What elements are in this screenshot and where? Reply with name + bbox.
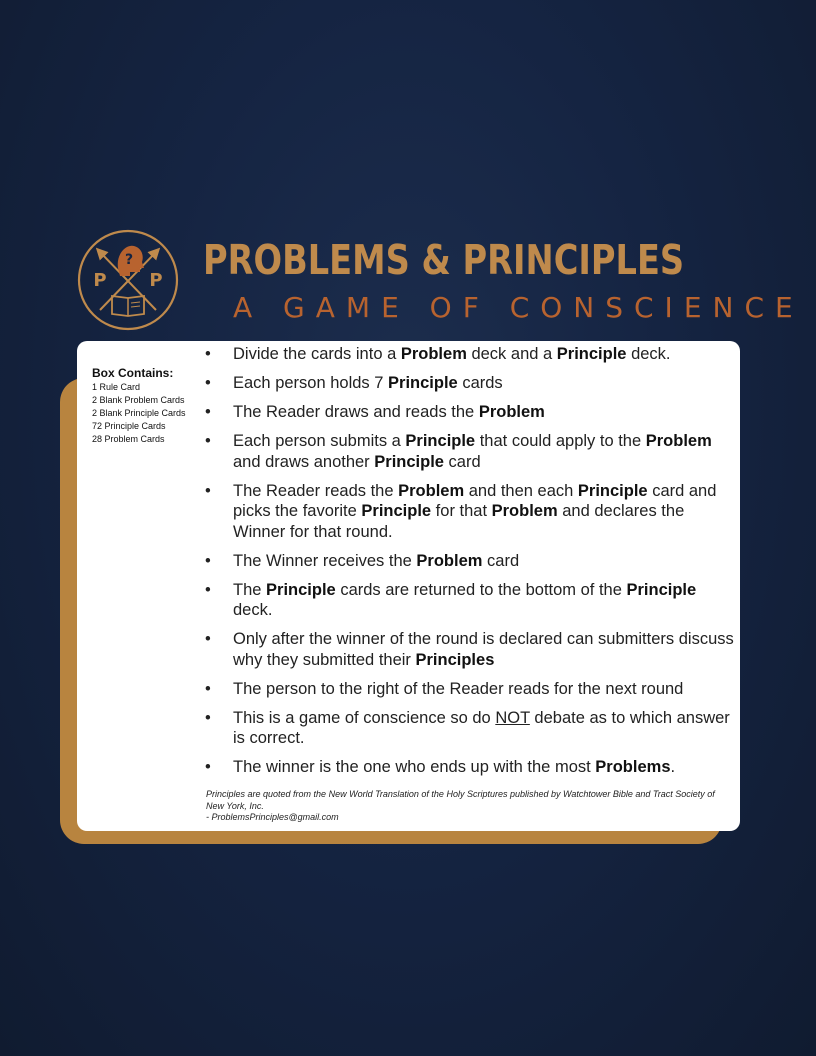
rule-text: This is a game of conscience so do	[233, 708, 496, 727]
rule-text: that could apply to the	[475, 432, 646, 450]
bullet-icon: •	[205, 374, 211, 392]
rule-text: and declares the Winner for that round.	[233, 502, 685, 541]
footnote	[206, 789, 726, 824]
rule-keyword: Principle	[388, 374, 458, 392]
rule-text: card and picks the favorite	[233, 481, 717, 520]
bullet-icon: •	[205, 580, 211, 599]
svg-text:?: ?	[124, 252, 134, 268]
rule-text: card	[443, 452, 481, 471]
rule-keyword: Principle	[374, 452, 444, 471]
rule-emphasis: NOT	[495, 708, 530, 727]
rule-text: The person to the right of the Reader reads for the next round	[233, 679, 684, 698]
rules-card	[77, 341, 740, 831]
rule-keyword: Principle	[405, 432, 476, 450]
logo-emblem	[76, 228, 180, 332]
page-title: PROBLEMS & PRINCIPLES	[203, 236, 685, 284]
bullet-icon: •	[205, 630, 211, 648]
rule-item	[205, 344, 735, 365]
logo-letter-right: P	[149, 270, 163, 291]
rule-text: cards are returned to the bottom of the	[335, 580, 627, 599]
rule-text: Each person holds 7	[233, 374, 389, 392]
bullet-icon: •	[205, 708, 211, 727]
footnote-email: - ProblemsPrinciples@gmail.com	[206, 812, 339, 822]
rule-text: Divide the cards into a	[233, 345, 401, 363]
box-contents-item: 2 Blank Problem Cards	[92, 395, 185, 405]
rule-keyword: Problem	[400, 345, 467, 363]
logo	[76, 228, 180, 332]
rule-keyword: Principle	[626, 580, 697, 599]
rule-keyword: Problem	[478, 403, 545, 421]
box-contents-item: 28 Problem Cards	[92, 434, 165, 444]
box-contents-title: Box Contains:	[92, 366, 174, 380]
rule-text: The Reader reads the	[233, 481, 399, 500]
rule-keyword: Principle	[556, 345, 627, 363]
rule-keyword: Problem	[645, 432, 712, 450]
rule-text: and then each	[464, 481, 578, 500]
rule-text: deck and a	[466, 345, 557, 363]
bullet-icon: •	[205, 679, 211, 698]
rule-item	[205, 551, 735, 572]
rule-item	[205, 679, 735, 700]
rule-item	[205, 481, 735, 543]
rule-keyword: Problem	[491, 502, 558, 520]
bullet-icon: •	[205, 345, 211, 363]
rule-text: deck.	[233, 601, 273, 619]
box-contents	[92, 366, 212, 446]
box-contents-item: 2 Blank Principle Cards	[92, 408, 186, 418]
bullet-icon: •	[205, 432, 211, 450]
bullet-icon: •	[205, 551, 211, 570]
rule-keyword: Principle	[361, 502, 432, 520]
bullet-icon: •	[205, 758, 211, 776]
rule-keyword: Problem	[416, 551, 483, 570]
rule-text: deck.	[626, 345, 671, 363]
rule-text: Each person submits a	[233, 432, 406, 450]
rule-item	[205, 431, 735, 472]
rule-keyword: Principle	[577, 481, 648, 500]
rule-item	[205, 629, 735, 670]
head-question-icon	[118, 246, 144, 276]
rule-text: The Winner receives the	[233, 551, 417, 570]
rule-item	[205, 402, 735, 423]
page-subtitle: A GAME OF CONSCIENCE	[233, 291, 804, 324]
box-contents-item: 1 Rule Card	[92, 382, 141, 392]
rule-keyword: Problem	[398, 481, 465, 500]
rule-text: debate as to which answer is correct.	[233, 708, 730, 747]
rules-list	[205, 344, 735, 786]
rule-text: card	[482, 551, 520, 570]
book-icon	[112, 296, 144, 316]
rule-text: for that	[431, 502, 492, 520]
box-contents-item: 72 Principle Cards	[92, 421, 166, 431]
rule-keyword: Principles	[415, 650, 495, 669]
rule-text: Only after the winner of the round is declared can submitters discuss why they submitted their	[233, 630, 734, 669]
rule-text: The winner is the one who ends up with the most	[233, 758, 596, 776]
rule-text: The Reader draws and reads the	[233, 403, 479, 421]
rule-text: .	[670, 758, 676, 776]
rule-text: and draws another	[233, 452, 375, 471]
logo-letter-left: P	[93, 270, 107, 291]
rule-item	[205, 580, 735, 621]
bullet-icon: •	[205, 481, 211, 500]
rule-item	[205, 708, 735, 749]
box-contents-list	[92, 381, 212, 446]
rule-item	[205, 373, 735, 394]
bullet-icon: •	[205, 403, 211, 421]
rule-item	[205, 757, 735, 778]
rule-keyword: Problems	[595, 758, 671, 776]
rule-text: cards	[457, 374, 503, 392]
rule-keyword: Principle	[266, 580, 336, 599]
rule-text: The	[233, 580, 267, 599]
footnote-attribution: Principles are quoted from the New World Translation of the Holy Scriptures published by Watchtower Bible and Tract Society of New York, Inc.	[206, 789, 715, 811]
